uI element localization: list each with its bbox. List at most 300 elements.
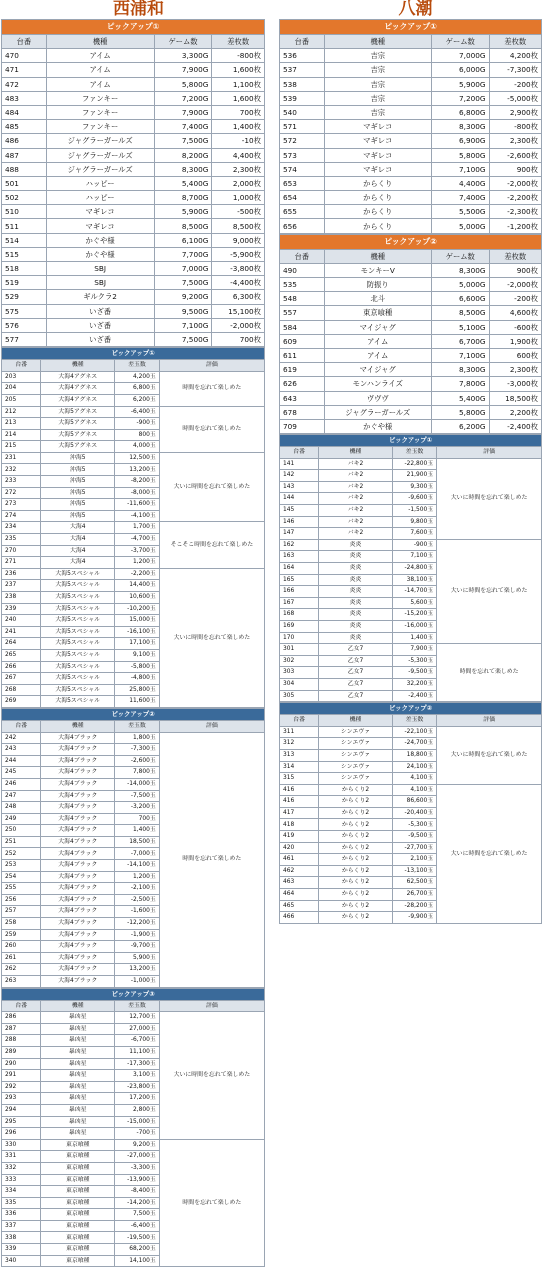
table-row [280,134,542,148]
ball-diff: -4,700玉 [115,534,160,546]
table-row [280,320,542,334]
game-count: 8,300G [431,120,489,134]
ball-diff: 11,600玉 [115,696,160,708]
machine-name: 炎炎 [319,586,392,598]
rating: 時間を忘れて楽しめた [159,732,264,987]
ball-diff: 86,600玉 [392,796,437,808]
game-count: 5,000G [431,278,489,292]
store-column-right [279,0,542,924]
machine-number: 313 [280,749,319,761]
machine-number: 576 [2,318,47,332]
machine-name: 大海4ブラック [41,952,115,964]
machine-number: 484 [2,105,47,119]
machine-name: 大海5スペシャル [41,684,115,696]
ball-diff: 17,200玉 [115,1093,160,1105]
column-header: 台番 [2,360,41,372]
coin-diff: -10枚 [212,134,265,148]
machine-number: 464 [280,889,319,901]
game-count: 5,500G [431,205,489,219]
game-count: 6,000G [431,63,489,77]
table-row [280,334,542,348]
game-count: 9,500G [154,304,212,318]
machine-number: 270 [2,545,41,557]
machine-name: 大海5スペシャル [41,638,115,650]
machine-name: 大海4ブラック [41,813,115,825]
column-header: 評価 [159,1000,264,1012]
machine-name: 大海5スペシャル [41,696,115,708]
machine-name: 大海5スペシャル [41,568,115,580]
machine-number: 291 [2,1070,41,1082]
coin-diff: 1,100枚 [212,77,265,91]
coin-diff: -500枚 [212,205,265,219]
machine-number: 416 [280,784,319,796]
section-title: ピックアップ③ [2,988,265,1000]
machine-number: 418 [280,819,319,831]
machine-number: 235 [2,534,41,546]
section-title: ピックアップ① [280,20,542,35]
machine-number: 142 [280,470,319,482]
machine-number: 466 [280,912,319,924]
machine-name: 大海4ブラック [41,860,115,872]
machine-name: マギレコ [324,162,431,176]
machine-number: 256 [2,894,41,906]
machine-number: 242 [2,732,41,744]
machine-name: 暴凶星 [41,1093,115,1105]
machine-number: 510 [2,205,47,219]
ball-diff: -16,000玉 [392,620,437,632]
machine-name: 大海5スペシャル [41,603,115,615]
game-count: 6,100G [154,233,212,247]
machine-name: 大海4ブラック [41,918,115,930]
machine-name: 東京喰種 [41,1232,115,1244]
coin-diff: -3,800枚 [212,262,265,276]
ball-diff: -2,500玉 [115,894,160,906]
machine-number: 709 [280,419,325,433]
table-row [2,219,265,233]
machine-name: 大海5スペシャル [41,626,115,638]
machine-number: 274 [2,510,41,522]
game-count: 7,100G [431,162,489,176]
machine-number: 245 [2,767,41,779]
machine-name: 東京喰種 [324,306,431,320]
machine-name: 乙女7 [319,678,392,690]
machine-name: 大海4アグネス [41,371,115,383]
ball-diff: -8,200玉 [115,476,160,488]
game-count: 8,500G [154,219,212,233]
coin-diff: 18,500枚 [489,391,541,405]
machine-number: 340 [2,1255,41,1267]
ball-diff: -24,700玉 [392,738,437,750]
ball-diff: 9,800玉 [392,516,437,528]
coin-diff: 2,000枚 [212,176,265,190]
machine-number: 164 [280,563,319,575]
game-count: 7,200G [431,91,489,105]
column-header: ゲーム数 [154,35,212,49]
machine-name: 暴凶星 [41,1070,115,1082]
ball-diff: -22,100玉 [392,726,437,738]
store-name: 八潮 [398,0,433,19]
table-row [280,219,542,233]
ball-diff: -15,200玉 [392,609,437,621]
ball-diff: 7,100玉 [392,551,437,563]
ball-diff: -9,500玉 [392,831,437,843]
game-count: 7,500G [154,276,212,290]
ball-diff: 18,500玉 [115,836,160,848]
section-title: ピックアップ② [2,708,265,720]
ball-diff: -2,600玉 [115,755,160,767]
game-count: 5,400G [431,391,489,405]
column-header: 差玉数 [392,715,437,727]
machine-number: 333 [2,1174,41,1186]
column-header: 差枚数 [212,35,265,49]
machine-number: 470 [2,49,47,63]
machine-name: 大海4アグネス [41,394,115,406]
machine-name: からくり2 [319,854,392,866]
table-row [2,63,265,77]
table-row [2,91,265,105]
ball-diff: -27,000玉 [115,1151,160,1163]
machine-name: バキ2 [319,481,392,493]
ball-diff: -1,500玉 [392,505,437,517]
table-row [280,458,542,470]
machine-number: 654 [280,191,325,205]
coin-diff: 2,300枚 [212,162,265,176]
machine-name: ギルクラ2 [46,290,154,304]
machine-number: 539 [280,91,325,105]
machine-name: 沖海5 [41,499,115,511]
machine-name: 暴凶星 [41,1104,115,1116]
machine-number: 254 [2,871,41,883]
machine-number: 233 [2,476,41,488]
ball-diff: 7,900玉 [392,644,437,656]
rating: 大いに時間を忘れて楽しめた [437,539,542,643]
game-count: 8,200G [154,148,212,162]
machine-name: 暴凶星 [41,1012,115,1024]
ball-diff: -8,400玉 [115,1186,160,1198]
machine-number: 626 [280,377,325,391]
column-header: 機種 [46,35,154,49]
column-header: 差玉数 [115,1000,160,1012]
ball-diff: 27,000玉 [115,1023,160,1035]
ball-diff: 7,800玉 [115,767,160,779]
ball-diff: 25,800玉 [115,684,160,696]
ball-diff: -13,100玉 [392,865,437,877]
machine-name: 大海5スペシャル [41,673,115,685]
machine-number: 514 [2,233,47,247]
machine-number: 619 [280,363,325,377]
machine-name: アイム [46,49,154,63]
machine-name: 沖海5 [41,476,115,488]
machine-number: 529 [2,290,47,304]
game-count: 5,800G [154,77,212,91]
column-header: 台番 [2,720,41,732]
machine-number: 163 [280,551,319,563]
machine-name: 暴凶星 [41,1035,115,1047]
machine-name: からくり2 [319,807,392,819]
ball-diff: 21,900玉 [392,470,437,482]
ball-diff: 3,100玉 [115,1070,160,1082]
table-row [280,105,542,119]
table-row [2,371,265,383]
machine-number: 167 [280,597,319,609]
ball-diff: -12,200玉 [115,918,160,930]
pickup-table [279,702,542,924]
ball-diff: -27,700玉 [392,842,437,854]
coin-diff: 2,200枚 [489,405,541,419]
table-row [2,205,265,219]
table-row [280,292,542,306]
machine-name: いざ番 [46,332,154,346]
machine-name: 吉宗 [324,77,431,91]
machine-name: 大海4 [41,522,115,534]
ball-diff: 4,100玉 [392,784,437,796]
ball-diff: -900玉 [115,418,160,430]
machine-number: 271 [2,557,41,569]
machine-number: 268 [2,684,41,696]
coin-diff: 1,600枚 [212,91,265,105]
coin-diff: 1,600枚 [212,63,265,77]
ball-diff: -7,300玉 [115,744,160,756]
pickup-table [1,347,265,708]
ball-diff: -3,200玉 [115,802,160,814]
machine-name: いざ番 [46,318,154,332]
machine-name: 暴凶星 [41,1058,115,1070]
game-count: 7,100G [154,318,212,332]
machine-number: 416 [280,796,319,808]
machine-number: 238 [2,592,41,604]
machine-name: マイジャグ [324,363,431,377]
machine-name: シンエヴァ [319,761,392,773]
machine-number: 312 [280,738,319,750]
ball-diff: 1,200玉 [115,557,160,569]
machine-name: 乙女7 [319,644,392,656]
machine-name: 大海5スペシャル [41,661,115,673]
machine-number: 584 [280,320,325,334]
coin-diff: -2,200枚 [489,191,541,205]
game-count: 5,000G [431,219,489,233]
ball-diff: 32,200玉 [392,678,437,690]
ball-diff: 11,100玉 [115,1046,160,1058]
machine-number: 536 [280,49,325,63]
machine-number: 557 [280,306,325,320]
machine-name: SBJ [46,262,154,276]
machine-name: からくり2 [319,831,392,843]
game-count: 6,800G [431,105,489,119]
machine-number: 244 [2,755,41,767]
section-title: ピックアップ① [2,348,265,360]
game-count: 7,900G [154,105,212,119]
ball-diff: -22,800玉 [392,458,437,470]
machine-name: 暴凶星 [41,1116,115,1128]
machine-number: 487 [2,148,47,162]
machine-number: 501 [2,176,47,190]
table-row [280,726,542,738]
coin-diff: 4,400枚 [212,148,265,162]
store-name: 西浦和 [113,0,164,19]
machine-name: ハッピー [46,176,154,190]
machine-name: かぐや様 [46,247,154,261]
machine-number: 236 [2,568,41,580]
machine-number: 574 [280,162,325,176]
machine-name: マギレコ [324,148,431,162]
machine-name: 大海4ブラック [41,848,115,860]
machine-name: 大海4ブラック [41,894,115,906]
column-header: 機種 [41,360,115,372]
machine-number: 231 [2,452,41,464]
game-count: 8,500G [431,306,489,320]
coin-diff: 900枚 [489,263,541,277]
machine-number: 417 [280,807,319,819]
coin-diff: -800枚 [489,120,541,134]
machine-number: 303 [280,667,319,679]
ball-diff: 1,200玉 [115,871,160,883]
rating: 大いに時間を忘れて楽しめた [159,568,264,707]
game-count: 7,900G [154,63,212,77]
rating: 大いに時間を忘れて楽しめた [437,726,542,784]
machine-name: からくり2 [319,784,392,796]
machine-name: ジャグラーガールズ [46,162,154,176]
machine-number: 678 [280,405,325,419]
ball-diff: -1,000玉 [115,976,160,988]
machine-name: 大海4ブラック [41,906,115,918]
table-row [280,405,542,419]
machine-name: アイム [324,334,431,348]
machine-name: 吉宗 [324,105,431,119]
machine-number: 336 [2,1209,41,1221]
machine-number: 301 [280,644,319,656]
column-header: 差玉数 [392,447,437,459]
table-row [280,784,542,796]
machine-name: バキ2 [319,458,392,470]
machine-name: 東京喰種 [41,1151,115,1163]
ball-diff: -23,800玉 [115,1081,160,1093]
column-header: 差枚数 [489,35,541,49]
table-row [2,1012,265,1024]
column-header: 機種 [319,715,392,727]
coin-diff: 900枚 [489,162,541,176]
ball-diff: 14,100玉 [115,1255,160,1267]
machine-number: 483 [2,91,47,105]
game-count: 7,100G [431,348,489,362]
machine-name: 大海5アグネス [41,418,115,430]
machine-name: 炎炎 [319,551,392,563]
column-header: 機種 [319,447,392,459]
game-count: 7,400G [154,120,212,134]
machine-name: ジャグラーガールズ [324,405,431,419]
machine-name: かぐや様 [46,233,154,247]
ball-diff: -16,100玉 [115,626,160,638]
machine-name: ファンキー [46,105,154,119]
machine-name: 乙女7 [319,667,392,679]
coin-diff: 700枚 [212,105,265,119]
game-count: 8,700G [154,191,212,205]
machine-number: 239 [2,603,41,615]
column-header: 機種 [324,35,431,49]
machine-number: 261 [2,952,41,964]
column-header: 台番 [2,35,47,49]
machine-name: からくり2 [319,889,392,901]
machine-name: 東京喰種 [41,1162,115,1174]
table-row [280,644,542,656]
machine-number: 234 [2,522,41,534]
pickup-table [279,234,542,434]
machine-name: 大海4ブラック [41,732,115,744]
game-count: 7,500G [154,134,212,148]
coin-diff: -2,300枚 [489,205,541,219]
ball-diff: -10,200玉 [115,603,160,615]
machine-name: 吉宗 [324,49,431,63]
machine-number: 165 [280,574,319,586]
machine-number: 655 [280,205,325,219]
machine-name: 大海4ブラック [41,941,115,953]
ball-diff: 68,200玉 [115,1244,160,1256]
coin-diff: -5,000枚 [489,91,541,105]
coin-diff: -2,600枚 [489,148,541,162]
machine-name: 大海4 [41,545,115,557]
machine-number: 502 [2,191,47,205]
machine-number: 250 [2,825,41,837]
machine-number: 168 [280,609,319,621]
ball-diff: 10,600玉 [115,592,160,604]
table-row [2,406,265,418]
table-row [2,191,265,205]
machine-name: 吉宗 [324,63,431,77]
ball-diff: -9,700玉 [115,941,160,953]
machine-name: アイム [46,77,154,91]
machine-name: バキ2 [319,528,392,540]
game-count: 3,300G [154,49,212,63]
table-row [2,290,265,304]
machine-number: 472 [2,77,47,91]
coin-diff: -800枚 [212,49,265,63]
machine-name: からくり2 [319,877,392,889]
coin-diff: -3,000枚 [489,377,541,391]
ball-diff: 700玉 [115,813,160,825]
pickup-table [279,434,542,702]
table-row [280,176,542,190]
ball-diff: 4,000玉 [115,441,160,453]
machine-number: 213 [2,418,41,430]
machine-number: 643 [280,391,325,405]
game-count: 7,400G [431,191,489,205]
coin-diff: -2,000枚 [489,278,541,292]
ball-diff: -5,800玉 [115,661,160,673]
ball-diff: -7,500玉 [115,790,160,802]
rating: 時間を忘れて楽しめた [159,1139,264,1267]
machine-number: 653 [280,176,325,190]
table-row [2,120,265,134]
machine-name: からくり2 [319,796,392,808]
machine-name: 乙女7 [319,690,392,702]
machine-name: からくり [324,219,431,233]
ball-diff: -9,600玉 [392,493,437,505]
machine-number: 538 [280,77,325,91]
machine-name: 炎炎 [319,620,392,632]
machine-name: 暴凶星 [41,1081,115,1093]
machine-name: 東京喰種 [41,1255,115,1267]
machine-number: 573 [280,148,325,162]
column-header: ゲーム数 [431,35,489,49]
ball-diff: -5,300玉 [392,819,437,831]
machine-name: モンキーV [324,263,431,277]
machine-name: からくり [324,176,431,190]
column-header: 差玉数 [115,720,160,732]
machine-name: 大海4ブラック [41,744,115,756]
table-row [280,205,542,219]
rating: 大いに時間を忘れて楽しめた [159,1012,264,1140]
table-row [2,162,265,176]
machine-number: 267 [2,673,41,685]
